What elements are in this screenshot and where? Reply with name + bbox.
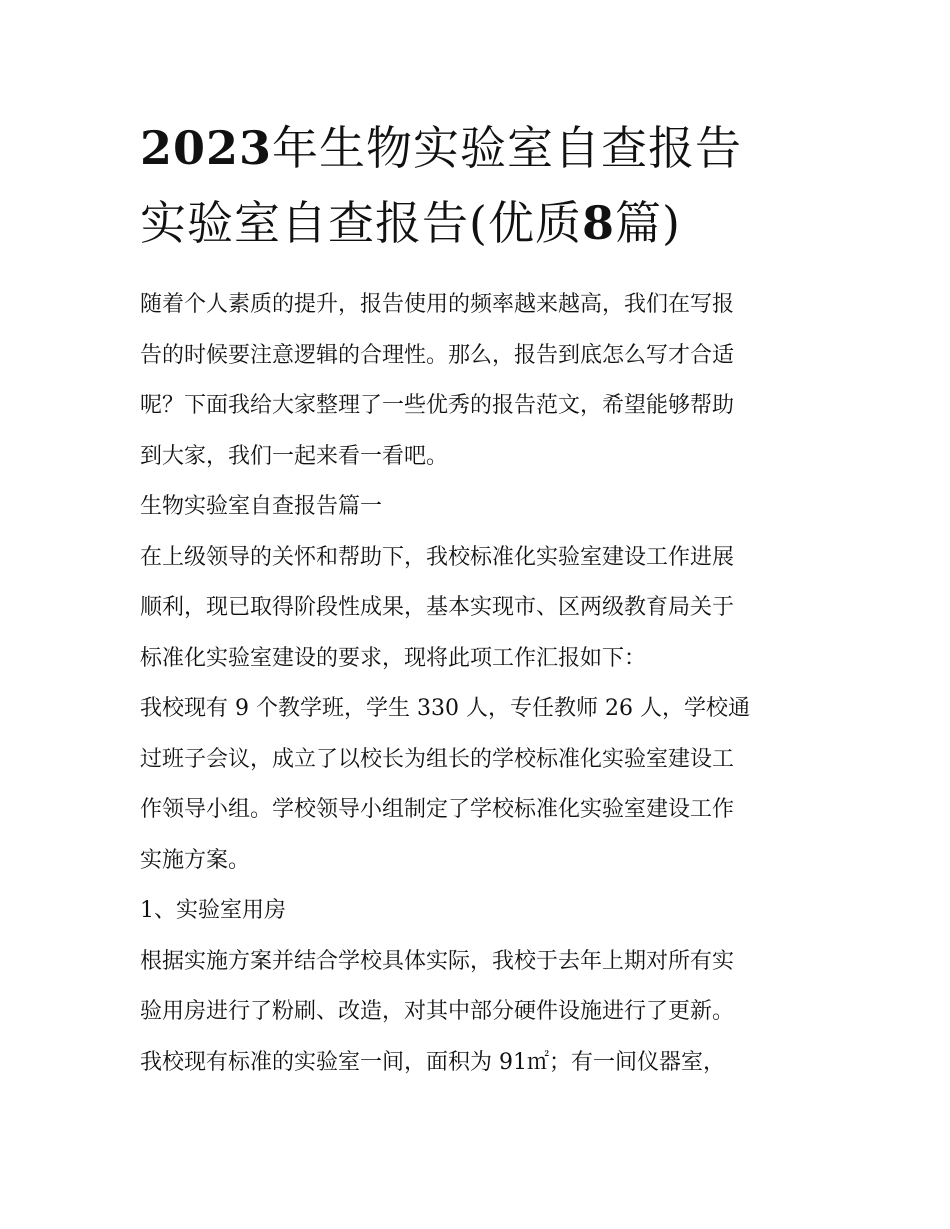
- paragraph-1: [140, 533, 820, 685]
- paragraph-intro: [140, 280, 820, 482]
- title-line-1-text: 年生物实验室自查报告: [272, 121, 743, 175]
- title-line-2-tail: 篇): [614, 196, 681, 250]
- text-line: 标准化实验室建设的要求，现将此项工作汇报如下：: [140, 645, 647, 671]
- document-title-line-1: [140, 118, 840, 178]
- text-line: 根据实施方案并结合学校具体实际，我校于去年上期对所有实: [140, 948, 735, 974]
- text-line: 作领导小组。学校领导小组制定了学校标准化实验室建设工作: [140, 797, 735, 822]
- text-line: 在上级领导的关怀和帮助下，我校标准化实验室建设工作进展: [140, 544, 735, 570]
- paragraph-3: [140, 937, 820, 1089]
- section-heading: [140, 482, 820, 533]
- title-year: 2023: [140, 121, 273, 175]
- text-line: 呢？下面我给大家整理了一些优秀的报告范文，希望能够帮助: [140, 393, 735, 418]
- text-line: 验用房进行了粉刷、改造，对其中部分硬件设施进行了更新。: [140, 999, 735, 1024]
- text-line: 顺利，现已取得阶段性成果，基本实现市、区两级教育局关于: [140, 595, 735, 620]
- document-body: [140, 280, 820, 1088]
- text-line: 我校现有标准的实验室一间，面积为 91㎡；有一间仪器室，: [140, 1049, 725, 1075]
- title-count: 8: [581, 196, 615, 250]
- subheading: [140, 886, 820, 937]
- text-line: 实施方案。: [140, 847, 251, 873]
- text-line: 随着个人素质的提升，报告使用的频率越来越高，我们在写报: [140, 292, 735, 317]
- text-line: 告的时候要注意逻辑的合理性。那么，报告到底怎么写才合适: [140, 342, 735, 368]
- text-line: 我校现有 9 个教学班，学生 330 人，专任教师 26 人，学校通: [140, 696, 750, 721]
- text-line: 生物实验室自查报告篇一: [140, 494, 383, 519]
- text-line: 1、实验室用房: [140, 898, 286, 923]
- title-line-2-head: 实验室自查报告(优质: [140, 196, 582, 250]
- paragraph-2: [140, 684, 820, 886]
- text-line: 到大家，我们一起来看一看吧。: [140, 443, 449, 469]
- text-line: 过班子会议，成立了以校长为组长的学校标准化实验室建设工: [140, 746, 735, 772]
- document-title-line-2: [140, 193, 840, 253]
